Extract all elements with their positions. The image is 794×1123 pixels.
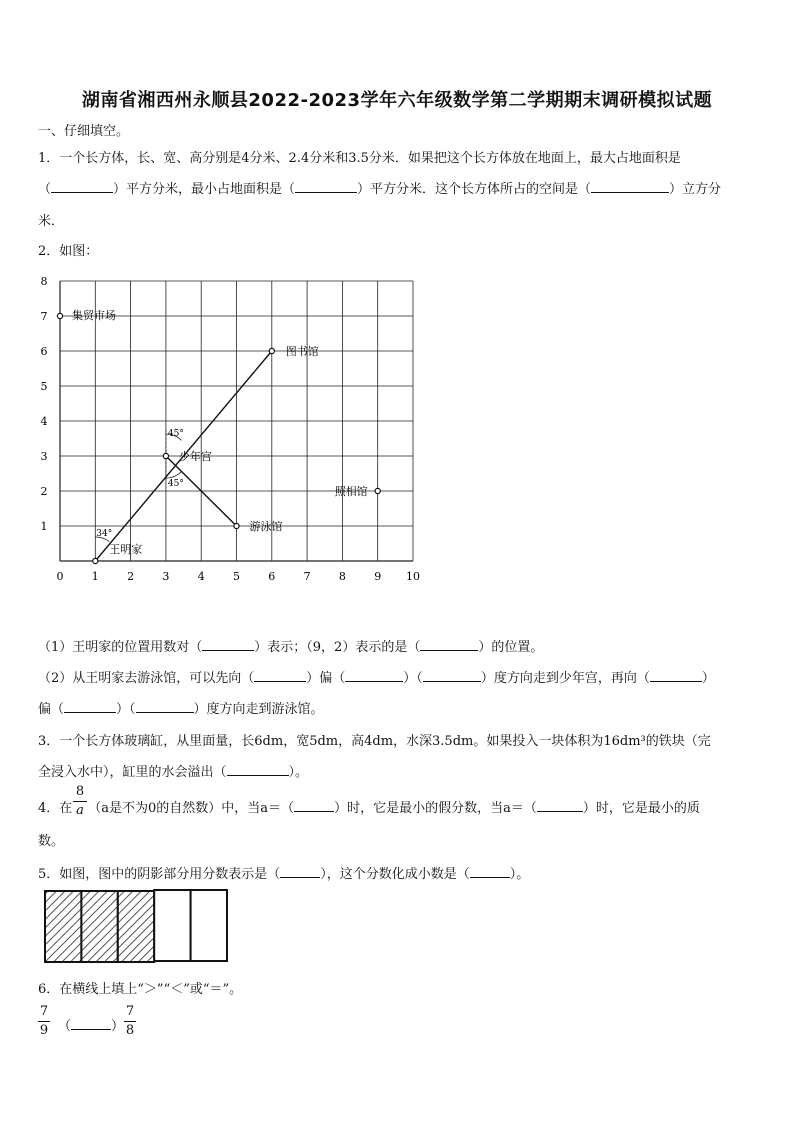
answer-blank[interactable] [537, 799, 583, 812]
fraction-denominator: a [76, 803, 84, 818]
location-label: 游泳馆 [249, 520, 283, 533]
location-point [375, 488, 380, 493]
q2-sub2-text-c: ）（ [403, 671, 423, 686]
location-point [93, 558, 98, 563]
answer-blank[interactable] [64, 700, 116, 713]
q1-line3: 米． [38, 214, 65, 229]
q6-compare [58, 1015, 124, 1034]
q4-text-d: ）时，它是最小的质 [582, 801, 700, 816]
answer-blank[interactable] [202, 638, 254, 651]
q2-sub2-text-h: ）度方向走到游泳馆。 [193, 702, 324, 717]
fraction-denominator: 8 [125, 1023, 135, 1038]
answer-blank[interactable] [280, 865, 320, 878]
x-tick-label: 4 [197, 570, 205, 583]
answer-blank[interactable] [51, 180, 113, 193]
location-point [234, 523, 239, 528]
angle-label: 34° [96, 529, 113, 539]
q4-text-a: 4．在 [38, 801, 73, 816]
answer-blank[interactable] [294, 799, 334, 812]
fraction-left [38, 1004, 50, 1039]
answer-blank[interactable] [591, 180, 669, 193]
x-tick-label: 5 [233, 570, 240, 583]
location-point [269, 348, 274, 353]
q4-text-b: （a是不为0的自然数）中，当a＝（ [88, 801, 295, 816]
q2-sub2-text-d: ）度方向走到少年宫，再向（ [480, 671, 650, 686]
q6-paren-close: ） [111, 1019, 125, 1034]
q1-text-c: ）平方分米．这个长方体所占的空间是（ [357, 182, 592, 197]
fraction-8-over-a [73, 784, 87, 819]
q2-sub1-text-b: ）表示；（9，2）表示的是（ [254, 640, 421, 655]
location-label: 王明家 [109, 543, 143, 556]
answer-blank[interactable] [227, 763, 289, 776]
x-tick-label: 8 [338, 570, 346, 583]
shaded-fraction-figure [42, 888, 232, 968]
q1-text-d: ）立方分 [669, 182, 722, 197]
q3-line1: 3．一个长方体玻璃缸，从里面量，长6dm，宽5dm，高4dm，水深3.5dm。如果投入一块体积为16dm³的铁块（完 [38, 734, 711, 749]
y-tick-label: 6 [40, 345, 48, 358]
q2-sub2-text-a: （2）从王明家去游泳馆，可以先向（ [38, 671, 255, 686]
fraction-numerator: 7 [125, 1004, 135, 1019]
location-label: 少年宫 [178, 450, 212, 463]
fraction-numerator: 8 [75, 784, 85, 799]
fraction-numerator: 7 [39, 1004, 49, 1019]
x-tick-label: 10 [406, 570, 420, 583]
answer-blank[interactable] [470, 865, 510, 878]
q4-line1 [38, 797, 700, 816]
q4-line2: 数。 [38, 834, 65, 849]
q2-sub1-text-a: （1）王明家的位置用数对（ [38, 640, 203, 655]
q3-text-a: 全浸入水中），缸里的水会溢出（ [38, 765, 227, 780]
location-label: 图书馆 [285, 345, 319, 358]
angle-label: 45° [167, 479, 184, 489]
q6-label: 6．在横线上填上“＞”“＜”或“＝”。 [38, 982, 243, 997]
answer-blank[interactable] [71, 1017, 111, 1030]
q2-sub1-text-c: ）的位置。 [478, 640, 544, 655]
answer-blank[interactable] [423, 669, 481, 682]
unshaded-part [191, 890, 227, 961]
q5-line1 [38, 863, 529, 882]
shaded-part [118, 891, 154, 962]
q5-text-a: 5．如图，图中的阴影部分用分数表示是（ [38, 867, 281, 882]
angle-label: 45° [167, 429, 184, 439]
x-tick-label: 0 [56, 570, 64, 583]
q2-sub2-line2 [38, 698, 324, 717]
x-tick-label: 6 [268, 570, 276, 583]
y-tick-label: 4 [40, 415, 48, 428]
shaded-part [45, 891, 81, 962]
q1-text-a: （ [38, 182, 52, 197]
q5-text-b: ），这个分数化成小数是（ [320, 867, 470, 882]
q1-text-b: ）平方分米，最小占地面积是（ [113, 182, 296, 197]
q1-line2 [38, 178, 721, 197]
y-tick-label: 1 [40, 520, 48, 533]
q2-sub2-text-b: ）偏（ [306, 671, 346, 686]
answer-blank[interactable] [254, 669, 306, 682]
answer-blank[interactable] [136, 700, 194, 713]
q3-line2 [38, 761, 308, 780]
fraction-right [124, 1004, 136, 1039]
shaded-part [81, 891, 117, 962]
q3-text-b: ）。 [288, 765, 309, 780]
x-tick-label: 9 [374, 570, 382, 583]
x-tick-label: 7 [303, 570, 311, 583]
q1-line1: 1．一个长方体，长、宽、高分别是4分米、2.4分米和3.5分米．如果把这个长方体放在地面上，最大占地面积是 [38, 151, 681, 166]
q2-sub2-text-g: ）（ [116, 702, 136, 717]
section-heading: 一、仔细填空。 [38, 124, 130, 139]
answer-blank[interactable] [650, 669, 702, 682]
q2-label: 2．如图： [38, 244, 99, 259]
unshaded-part [154, 890, 190, 961]
q2-sub1 [38, 636, 543, 655]
x-tick-label: 2 [127, 570, 135, 583]
x-tick-label: 3 [162, 570, 170, 583]
location-point [57, 313, 62, 318]
q6-paren-open: （ [58, 1019, 72, 1034]
fraction-denominator: 9 [39, 1023, 49, 1038]
answer-blank[interactable] [345, 669, 403, 682]
answer-blank[interactable] [295, 180, 357, 193]
y-tick-label: 3 [40, 450, 48, 463]
y-tick-label: 2 [40, 485, 48, 498]
y-tick-label: 8 [40, 275, 48, 288]
x-tick-label: 1 [91, 570, 99, 583]
y-tick-label: 7 [40, 310, 48, 323]
q4-text-c: ）时，它是最小的假分数，当a＝（ [334, 801, 537, 816]
y-tick-label: 5 [40, 380, 48, 393]
q2-sub2-text-f: 偏（ [38, 702, 65, 717]
q2-sub2-line1 [38, 667, 715, 686]
coordinate-grid-chart [30, 266, 430, 586]
q5-text-c: ）。 [509, 867, 530, 882]
location-label: 照相馆 [334, 485, 368, 498]
page-title: 湖南省湘西州永顺县2022-2023学年六年级数学第二学期期末调研模拟试题 [81, 90, 713, 111]
location-label: 集贸市场 [72, 309, 116, 322]
location-point [163, 453, 168, 458]
q2-sub2-text-e: ） [701, 671, 715, 686]
answer-blank[interactable] [420, 638, 478, 651]
